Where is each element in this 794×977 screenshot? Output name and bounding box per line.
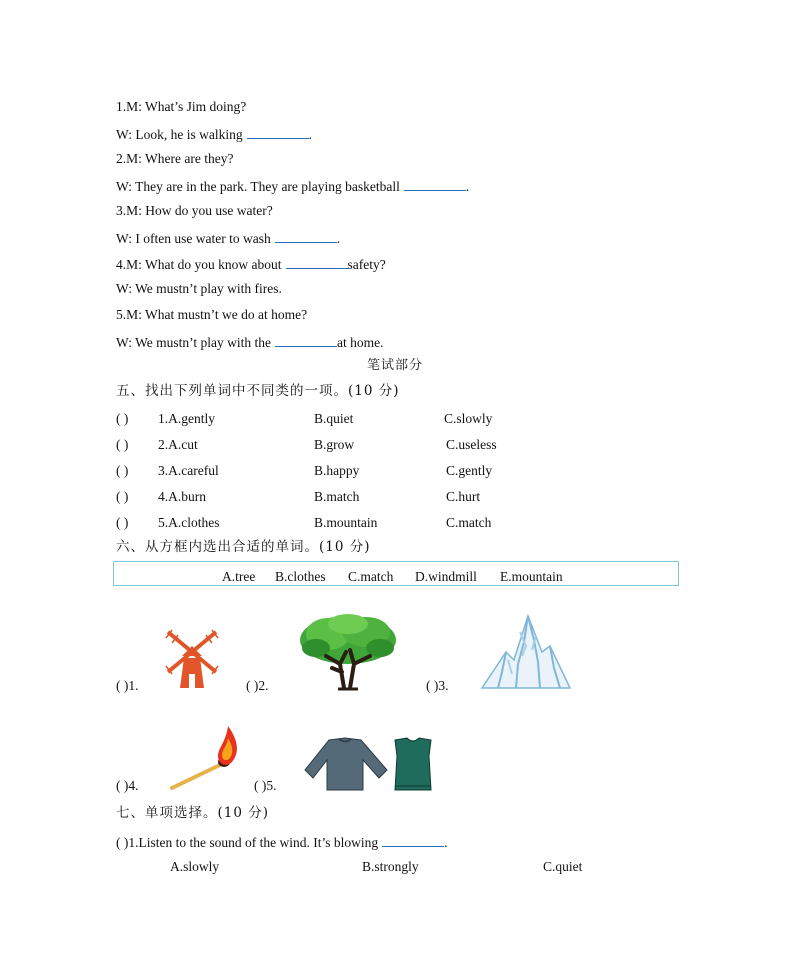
listening-line-9: 5.M: What mustn’t we do at home? (116, 307, 308, 322)
word-option: C.match (348, 569, 394, 584)
windmill-icon (164, 628, 220, 690)
option-c[interactable]: C.quiet (543, 859, 583, 874)
section7-title: 七、单项选择。(10 分) (116, 805, 270, 821)
option-a: 2.A.cut (158, 437, 198, 452)
answer-blank[interactable] (275, 334, 337, 347)
answer-paren[interactable]: ( ) (116, 463, 129, 478)
option-a: 5.A.clothes (158, 515, 220, 530)
answer-paren[interactable]: ( ) (116, 515, 129, 530)
picture-item-4: ( )4. (116, 778, 139, 793)
answer-paren[interactable]: ( ) (116, 489, 129, 504)
option-b: B.quiet (314, 411, 354, 426)
mountain-icon (480, 612, 572, 690)
listening-line-4: W: They are in the park. They are playing basketball . (116, 179, 470, 194)
option-a: 1.A.gently (158, 411, 215, 426)
option-b[interactable]: B.strongly (362, 859, 419, 874)
listening-line-7: 4.M: What do you know about safety? (116, 257, 386, 272)
clothes-icon (305, 734, 435, 792)
answer-blank[interactable] (275, 230, 337, 243)
answer-blank[interactable] (286, 256, 348, 269)
option-c: C.useless (446, 437, 497, 452)
option-b: B.grow (314, 437, 355, 452)
word-bank-box (113, 561, 679, 586)
picture-item-3: ( )3. (426, 678, 449, 693)
answer-blank[interactable] (404, 178, 466, 191)
answer-paren[interactable]: ( ) (246, 678, 259, 693)
word-option: B.clothes (275, 569, 326, 584)
answer-paren[interactable]: ( ) (426, 678, 439, 693)
option-b: B.happy (314, 463, 360, 478)
question-1: ( )1.Listen to the sound of the wind. It’s blowing . (116, 835, 448, 850)
option-a[interactable]: A.slowly (170, 859, 220, 874)
option-c: C.hurt (446, 489, 481, 504)
answer-paren[interactable]: ( ) (116, 437, 129, 452)
word-option: D.windmill (415, 569, 477, 584)
option-c: C.slowly (444, 411, 493, 426)
answer-paren[interactable]: ( ) (116, 411, 129, 426)
listening-line-2: W: Look, he is walking . (116, 127, 312, 142)
listening-line-3: 2.M: Where are they? (116, 151, 234, 166)
answer-paren[interactable]: ( ) (116, 678, 129, 693)
listening-line-10: W: We mustn’t play with the at home. (116, 335, 384, 350)
answer-paren[interactable]: ( ) (116, 778, 129, 793)
listening-line-8: W: We mustn’t play with fires. (116, 281, 282, 296)
answer-paren[interactable]: ( ) (254, 778, 267, 793)
match-icon (168, 724, 240, 792)
picture-item-2: ( )2. (246, 678, 269, 693)
tree-icon (298, 612, 398, 690)
word-option: E.mountain (500, 569, 563, 584)
answer-blank[interactable] (382, 834, 444, 847)
picture-item-1: ( )1. (116, 678, 139, 693)
option-c: C.match (446, 515, 492, 530)
option-b: B.match (314, 489, 360, 504)
option-c: C.gently (446, 463, 493, 478)
answer-blank[interactable] (247, 126, 309, 139)
written-part-title: 笔试部分 (367, 358, 424, 373)
word-option: A.tree (222, 569, 256, 584)
section5-title: 五、找出下列单词中不同类的一项。(10 分) (116, 383, 400, 399)
listening-line-1: 1.M: What’s Jim doing? (116, 99, 247, 114)
option-b: B.mountain (314, 515, 378, 530)
option-a: 3.A.careful (158, 463, 219, 478)
section6-title: 六、从方框内选出合适的单词。(10 分) (116, 539, 371, 555)
picture-item-5: ( )5. (254, 778, 277, 793)
answer-paren[interactable]: ( ) (116, 835, 129, 850)
listening-line-6: W: I often use water to wash . (116, 231, 341, 246)
option-a: 4.A.burn (158, 489, 206, 504)
listening-line-5: 3.M: How do you use water? (116, 203, 273, 218)
